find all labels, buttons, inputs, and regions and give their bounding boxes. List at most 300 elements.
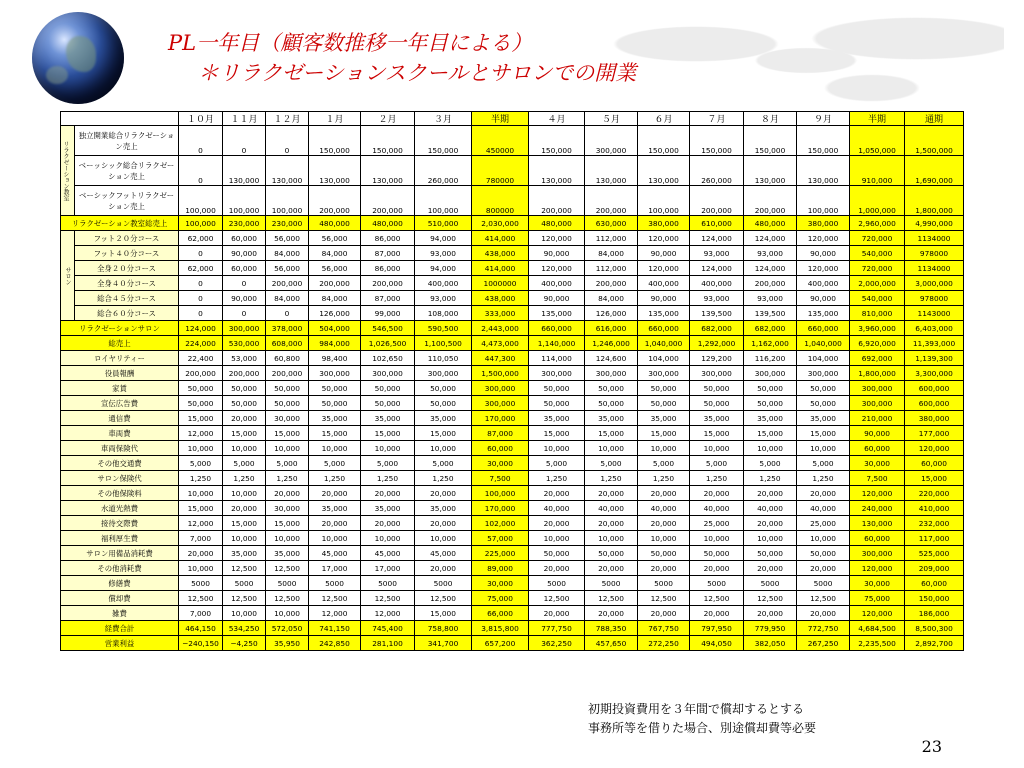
value-cell: 200,000 — [744, 186, 797, 216]
value-cell: 50,000 — [223, 381, 266, 396]
value-cell: 10,000 — [309, 531, 361, 546]
row-label: 家賃 — [61, 381, 179, 396]
row-label: 償却費 — [61, 591, 179, 606]
value-cell: 1,250 — [797, 471, 850, 486]
value-cell: 1,292,000 — [690, 336, 744, 351]
value-cell: 6,920,000 — [850, 336, 905, 351]
value-cell: 87,000 — [361, 246, 415, 261]
value-cell: 87,000 — [361, 291, 415, 306]
value-cell: 260,000 — [415, 156, 472, 186]
value-cell: 400,000 — [690, 276, 744, 291]
value-cell: 12,500 — [529, 591, 585, 606]
value-cell: 100,000 — [638, 186, 690, 216]
value-cell: 378,000 — [266, 321, 309, 336]
table-row — [61, 471, 964, 486]
value-cell: 0 — [179, 291, 223, 306]
value-cell: 50,000 — [529, 396, 585, 411]
value-cell: 224,000 — [179, 336, 223, 351]
value-cell: 15,000 — [266, 426, 309, 441]
value-cell: 60,000 — [850, 531, 905, 546]
value-cell: 534,250 — [223, 621, 266, 636]
value-cell: 84,000 — [309, 291, 361, 306]
value-cell: 6,403,000 — [905, 321, 964, 336]
value-cell: 120,000 — [529, 261, 585, 276]
value-cell: 300,000 — [690, 366, 744, 381]
value-cell: 2,443,000 — [472, 321, 529, 336]
value-cell: 40,000 — [797, 501, 850, 516]
value-cell: 20,000 — [585, 486, 638, 501]
table-row — [61, 426, 964, 441]
value-cell: 200,000 — [266, 276, 309, 291]
value-cell: 4,473,000 — [472, 336, 529, 351]
value-cell: 104,000 — [638, 351, 690, 366]
value-cell: 797,950 — [690, 621, 744, 636]
value-cell: 60,000 — [223, 261, 266, 276]
value-cell: 480,000 — [361, 216, 415, 231]
table-row — [61, 396, 964, 411]
value-cell: 682,000 — [690, 321, 744, 336]
footnote-line: 初期投資費用を３年間で償却するとする — [588, 702, 805, 716]
value-cell: 124,000 — [744, 261, 797, 276]
value-cell: 1,250 — [585, 471, 638, 486]
value-cell: 2,235,500 — [850, 636, 905, 651]
table-row — [61, 441, 964, 456]
value-cell: 86,000 — [361, 231, 415, 246]
value-cell: 50,000 — [266, 381, 309, 396]
header-cell: ６月 — [638, 112, 690, 126]
value-cell: 1,040,000 — [638, 336, 690, 351]
value-cell: 35,000 — [797, 411, 850, 426]
value-cell: 779,950 — [744, 621, 797, 636]
slide-title-line2: ＊リラクゼーションスクールとサロンでの開業 — [198, 61, 637, 85]
row-label: 役員報酬 — [61, 366, 179, 381]
value-cell: 50,000 — [309, 381, 361, 396]
value-cell: 20,000 — [744, 561, 797, 576]
table-row — [61, 381, 964, 396]
value-cell: 300,000 — [585, 126, 638, 156]
value-cell: 135,000 — [529, 306, 585, 321]
value-cell: 5,000 — [415, 456, 472, 471]
value-cell: 50,000 — [529, 546, 585, 561]
value-cell: 530,000 — [223, 336, 266, 351]
value-cell: 170,000 — [472, 501, 529, 516]
value-cell: 94,000 — [415, 261, 472, 276]
value-cell: 90,000 — [638, 246, 690, 261]
value-cell: 40,000 — [585, 501, 638, 516]
value-cell: 60,000 — [905, 576, 964, 591]
value-cell: 410,000 — [905, 501, 964, 516]
value-cell: 50,000 — [690, 546, 744, 561]
value-cell: 281,100 — [361, 636, 415, 651]
value-cell: 15,000 — [744, 426, 797, 441]
value-cell: 150,000 — [797, 126, 850, 156]
value-cell: 102,650 — [361, 351, 415, 366]
value-cell: 741,150 — [309, 621, 361, 636]
value-cell: 50,000 — [585, 546, 638, 561]
row-label: 雑費 — [61, 606, 179, 621]
value-cell: 56,000 — [266, 231, 309, 246]
value-cell: 10,000 — [309, 441, 361, 456]
value-cell: 50,000 — [529, 381, 585, 396]
table-row — [61, 336, 964, 351]
value-cell: 15,000 — [361, 426, 415, 441]
value-cell: 5,000 — [585, 456, 638, 471]
value-cell: 12,500 — [266, 561, 309, 576]
row-label: 福利厚生費 — [61, 531, 179, 546]
value-cell: 50,000 — [690, 396, 744, 411]
row-label: 通信費 — [61, 411, 179, 426]
value-cell: 200,000 — [309, 186, 361, 216]
value-cell: 117,000 — [905, 531, 964, 546]
value-cell: 93,000 — [690, 291, 744, 306]
value-cell: 186,000 — [905, 606, 964, 621]
value-cell: 5000 — [585, 576, 638, 591]
value-cell: 300,000 — [223, 321, 266, 336]
value-cell: 480,000 — [309, 216, 361, 231]
value-cell: 780000 — [472, 156, 529, 186]
row-label: 経費合計 — [61, 621, 179, 636]
value-cell: 2,960,000 — [850, 216, 905, 231]
value-cell: 300,000 — [797, 366, 850, 381]
value-cell: 150,000 — [529, 126, 585, 156]
table-row — [61, 531, 964, 546]
row-label: 宣伝広告費 — [61, 396, 179, 411]
value-cell: 20,000 — [585, 606, 638, 621]
value-cell: 380,000 — [638, 216, 690, 231]
value-cell: 135,000 — [797, 306, 850, 321]
value-cell: 20,000 — [266, 486, 309, 501]
value-cell: 230,000 — [266, 216, 309, 231]
table-row — [61, 261, 964, 276]
value-cell: 35,000 — [361, 501, 415, 516]
value-cell: 660,000 — [797, 321, 850, 336]
value-cell: 56,000 — [309, 261, 361, 276]
value-cell: 25,000 — [690, 516, 744, 531]
table-row — [61, 516, 964, 531]
value-cell: 50,000 — [415, 396, 472, 411]
value-cell: 35,000 — [266, 546, 309, 561]
value-cell: 400,000 — [529, 276, 585, 291]
value-cell: 50,000 — [797, 546, 850, 561]
slide-title — [168, 28, 636, 88]
row-label: 総合４５分コース — [75, 291, 179, 306]
value-cell: 12,500 — [179, 591, 223, 606]
value-cell: 100,000 — [179, 216, 223, 231]
value-cell: 130,000 — [850, 516, 905, 531]
value-cell: 0 — [179, 156, 223, 186]
value-cell: 93,000 — [690, 246, 744, 261]
value-cell: 90,000 — [529, 291, 585, 306]
value-cell: 200,000 — [529, 186, 585, 216]
value-cell: 35,000 — [529, 411, 585, 426]
value-cell: 130,000 — [585, 156, 638, 186]
value-cell: 8,500,300 — [905, 621, 964, 636]
value-cell: 3,815,800 — [472, 621, 529, 636]
value-cell: 12,000 — [309, 606, 361, 621]
value-cell: 35,000 — [690, 411, 744, 426]
value-cell: 20,000 — [309, 486, 361, 501]
value-cell: 12,500 — [223, 591, 266, 606]
value-cell: 5,000 — [223, 456, 266, 471]
value-cell: 45,000 — [309, 546, 361, 561]
value-cell: 20,000 — [529, 561, 585, 576]
footnote — [588, 700, 816, 738]
value-cell: 225,000 — [472, 546, 529, 561]
value-cell: 93,000 — [744, 291, 797, 306]
value-cell: 10,000 — [529, 441, 585, 456]
value-cell: 20,000 — [744, 606, 797, 621]
value-cell: 720,000 — [850, 231, 905, 246]
value-cell: 30,000 — [266, 411, 309, 426]
value-cell: 124,000 — [744, 231, 797, 246]
value-cell: 10,000 — [223, 531, 266, 546]
value-cell: 260,000 — [690, 156, 744, 186]
value-cell: 50,000 — [638, 381, 690, 396]
value-cell: 1,000,000 — [850, 186, 905, 216]
value-cell: 5,000 — [744, 456, 797, 471]
table-row — [61, 546, 964, 561]
value-cell: 590,500 — [415, 321, 472, 336]
row-label: リラクゼーション教室総売上 — [61, 216, 179, 231]
value-cell: 120,000 — [797, 261, 850, 276]
value-cell: 230,000 — [223, 216, 266, 231]
value-cell: 4,684,500 — [850, 621, 905, 636]
value-cell: 126,000 — [309, 306, 361, 321]
value-cell: 35,000 — [415, 411, 472, 426]
value-cell: 150,000 — [690, 126, 744, 156]
pl-table — [60, 111, 964, 651]
value-cell: 20,000 — [529, 606, 585, 621]
value-cell: 1,500,000 — [472, 366, 529, 381]
value-cell: 20,000 — [223, 411, 266, 426]
value-cell: 10,000 — [638, 531, 690, 546]
value-cell: 7,000 — [179, 606, 223, 621]
value-cell: 300,000 — [585, 366, 638, 381]
value-cell: 525,000 — [905, 546, 964, 561]
value-cell: 12,500 — [266, 591, 309, 606]
value-cell: 400,000 — [797, 276, 850, 291]
value-cell: 400,000 — [638, 276, 690, 291]
header-cell: 半期 — [472, 112, 529, 126]
row-label: 独立開業総合リラクゼーション売上 — [75, 126, 179, 156]
value-cell: 692,000 — [850, 351, 905, 366]
value-cell: 20,000 — [415, 561, 472, 576]
value-cell: 10,000 — [690, 441, 744, 456]
header-cell: ５月 — [585, 112, 638, 126]
value-cell: 130,000 — [361, 156, 415, 186]
value-cell: 129,200 — [690, 351, 744, 366]
value-cell: 10,000 — [585, 441, 638, 456]
row-label: 全身２０分コース — [75, 261, 179, 276]
value-cell: 5,000 — [638, 456, 690, 471]
value-cell: 1,250 — [361, 471, 415, 486]
value-cell: 810,000 — [850, 306, 905, 321]
value-cell: 772,750 — [797, 621, 850, 636]
table-row — [61, 276, 964, 291]
value-cell: 2,030,000 — [472, 216, 529, 231]
value-cell: 382,050 — [744, 636, 797, 651]
value-cell: 300,000 — [850, 546, 905, 561]
value-cell: 10,000 — [744, 441, 797, 456]
value-cell: 15,000 — [266, 516, 309, 531]
value-cell: 60,000 — [472, 441, 529, 456]
value-cell: 1,246,000 — [585, 336, 638, 351]
value-cell: 1,162,000 — [744, 336, 797, 351]
value-cell: 0 — [223, 306, 266, 321]
value-cell: 3,960,000 — [850, 321, 905, 336]
value-cell: 1,500,000 — [905, 126, 964, 156]
value-cell: 1,250 — [690, 471, 744, 486]
value-cell: 745,400 — [361, 621, 415, 636]
value-cell: 2,892,700 — [905, 636, 964, 651]
value-cell: 978000 — [905, 291, 964, 306]
value-cell: 5000 — [797, 576, 850, 591]
value-cell: 758,800 — [415, 621, 472, 636]
value-cell: 50,000 — [223, 396, 266, 411]
row-label: リラクゼーションサロン — [61, 321, 179, 336]
value-cell: 300,000 — [361, 366, 415, 381]
value-cell: 40,000 — [529, 501, 585, 516]
value-cell: 0 — [179, 126, 223, 156]
header-cell: 半期 — [850, 112, 905, 126]
value-cell: 35,000 — [585, 411, 638, 426]
value-cell: 10,000 — [223, 486, 266, 501]
header-blank — [61, 112, 179, 126]
value-cell: 788,350 — [585, 621, 638, 636]
header-cell: １１月 — [223, 112, 266, 126]
row-label: 修繕費 — [61, 576, 179, 591]
header-cell: ８月 — [744, 112, 797, 126]
value-cell: 177,000 — [905, 426, 964, 441]
value-cell: 60,000 — [850, 441, 905, 456]
value-cell: 232,000 — [905, 516, 964, 531]
value-cell: 800000 — [472, 186, 529, 216]
value-cell: 5000 — [690, 576, 744, 591]
value-cell: 20,000 — [361, 516, 415, 531]
value-cell: 10,000 — [223, 606, 266, 621]
value-cell: 362,250 — [529, 636, 585, 651]
value-cell: 124,000 — [690, 261, 744, 276]
value-cell: 35,000 — [309, 501, 361, 516]
value-cell: 75,000 — [850, 591, 905, 606]
value-cell: 5000 — [744, 576, 797, 591]
value-cell: 10,000 — [638, 441, 690, 456]
value-cell: 20,000 — [638, 561, 690, 576]
value-cell: 12,500 — [744, 591, 797, 606]
value-cell: 120,000 — [638, 261, 690, 276]
value-cell: 50,000 — [744, 381, 797, 396]
value-cell: 20,000 — [585, 561, 638, 576]
value-cell: 50,000 — [744, 546, 797, 561]
value-cell: 20,000 — [585, 516, 638, 531]
value-cell: 12,000 — [179, 516, 223, 531]
value-cell: 93,000 — [744, 246, 797, 261]
header-cell: １０月 — [179, 112, 223, 126]
value-cell: 120,000 — [638, 231, 690, 246]
row-label: 総合６０分コース — [75, 306, 179, 321]
value-cell: 300,000 — [472, 396, 529, 411]
value-cell: 50,000 — [415, 381, 472, 396]
value-cell: 1,140,000 — [529, 336, 585, 351]
value-cell: 20,000 — [638, 516, 690, 531]
value-cell: 300,000 — [850, 396, 905, 411]
value-cell: 414,000 — [472, 261, 529, 276]
value-cell: 200,000 — [585, 186, 638, 216]
value-cell: 200,000 — [744, 276, 797, 291]
value-cell: 10,000 — [266, 531, 309, 546]
value-cell: 86,000 — [361, 261, 415, 276]
value-cell: 380,000 — [905, 411, 964, 426]
value-cell: 90,000 — [850, 426, 905, 441]
value-cell: 120,000 — [850, 606, 905, 621]
value-cell: 50,000 — [585, 396, 638, 411]
value-cell: 120,000 — [529, 231, 585, 246]
value-cell: 608,000 — [266, 336, 309, 351]
value-cell: 10,000 — [797, 441, 850, 456]
value-cell: 504,000 — [309, 321, 361, 336]
value-cell: 200,000 — [585, 276, 638, 291]
row-label: ロイヤリティー — [61, 351, 179, 366]
value-cell: 1,250 — [415, 471, 472, 486]
value-cell: 10,000 — [361, 441, 415, 456]
value-cell: 5000 — [223, 576, 266, 591]
value-cell: 12,500 — [585, 591, 638, 606]
value-cell: 50,000 — [179, 396, 223, 411]
value-cell: 90,000 — [797, 291, 850, 306]
value-cell: 5000 — [529, 576, 585, 591]
value-cell: 40,000 — [690, 501, 744, 516]
table-row — [61, 501, 964, 516]
value-cell: 15,000 — [529, 426, 585, 441]
value-cell: 108,000 — [415, 306, 472, 321]
value-cell: 457,650 — [585, 636, 638, 651]
value-cell: 130,000 — [223, 156, 266, 186]
header-cell: ７月 — [690, 112, 744, 126]
value-cell: 210,000 — [850, 411, 905, 426]
value-cell: 30,000 — [850, 456, 905, 471]
value-cell: 12,500 — [309, 591, 361, 606]
value-cell: 480,000 — [744, 216, 797, 231]
value-cell: 20,000 — [415, 486, 472, 501]
value-cell: 15,000 — [415, 426, 472, 441]
globe-logo — [32, 12, 124, 104]
value-cell: 5,000 — [361, 456, 415, 471]
value-cell: 12,000 — [179, 426, 223, 441]
value-cell: 35,000 — [744, 411, 797, 426]
header-row — [61, 112, 964, 126]
value-cell: 400,000 — [415, 276, 472, 291]
value-cell: 120,000 — [850, 561, 905, 576]
value-cell: 35,000 — [223, 546, 266, 561]
table-row — [61, 621, 964, 636]
value-cell: 15,000 — [797, 426, 850, 441]
value-cell: 62,000 — [179, 261, 223, 276]
value-cell: 1,250 — [223, 471, 266, 486]
value-cell: 7,000 — [179, 531, 223, 546]
value-cell: 7,500 — [850, 471, 905, 486]
value-cell: 84,000 — [266, 246, 309, 261]
value-cell: 17,000 — [361, 561, 415, 576]
value-cell: 0 — [223, 276, 266, 291]
value-cell: −4,250 — [223, 636, 266, 651]
value-cell: 20,000 — [744, 516, 797, 531]
value-cell: 15,000 — [309, 426, 361, 441]
table-row — [61, 126, 964, 156]
value-cell: 5000 — [309, 576, 361, 591]
value-cell: 10,000 — [179, 561, 223, 576]
table-row — [61, 456, 964, 471]
value-cell: 20,000 — [361, 486, 415, 501]
